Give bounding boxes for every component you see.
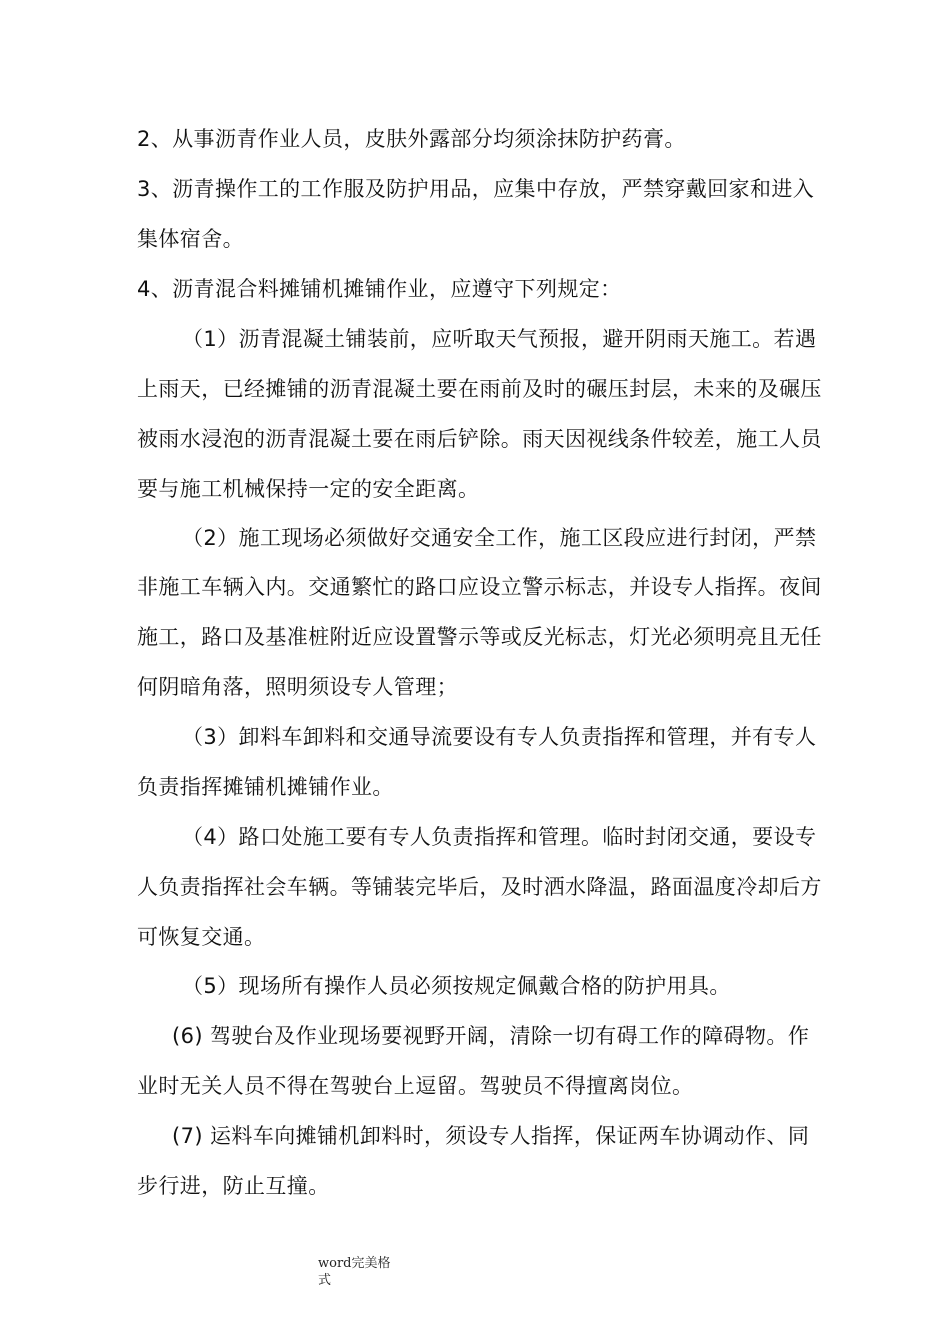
text-line: 被雨水浸泡的沥青混凝土要在雨后铲除。雨天因视线条件较差，施工人员 bbox=[137, 427, 822, 451]
text-line: 4、沥青混合料摊铺机摊铺作业，应遵守下列规定： bbox=[137, 277, 622, 301]
footer-text: 式 bbox=[318, 1273, 332, 1288]
text-line: （4）路口处施工要有专人负责指挥和管理。临时封闭交通，要设专 bbox=[182, 825, 817, 849]
text-line: 集体宿舍。 bbox=[137, 227, 244, 251]
text-line: （1）沥青混凝土铺装前，应听取天气预报，避开阴雨天施工。若遇 bbox=[182, 327, 817, 351]
text-line: 3、沥青操作工的工作服及防护用品，应集中存放，严禁穿戴回家和进入 bbox=[137, 177, 815, 201]
text-line: 何阴暗角落，照明须设专人管理； bbox=[137, 675, 458, 699]
text-line: 要与施工机械保持一定的安全距离。 bbox=[137, 477, 480, 501]
text-line: 负责指挥摊铺机摊铺作业。 bbox=[137, 775, 394, 799]
text-line: (7) 运料车向摊铺机卸料时，须设专人指挥，保证两车协调动作、同 bbox=[172, 1124, 810, 1148]
text-line: 步行进，防止互撞。 bbox=[137, 1174, 330, 1198]
text-line: （2）施工现场必须做好交通安全工作，施工区段应进行封闭，严禁 bbox=[182, 526, 817, 550]
text-line: 人负责指挥社会车辆。等铺装完毕后，及时洒水降温，路面温度冷却后方 bbox=[137, 875, 822, 899]
text-line: 业时无关人员不得在驾驶台上逗留。驾驶员不得擅离岗位。 bbox=[137, 1074, 694, 1098]
text-line: 2、从事沥青作业人员，皮肤外露部分均须涂抹防护药膏。 bbox=[137, 127, 686, 151]
text-line: 施工，路口及基准桩附近应设置警示等或反光标志，灯光必须明亮且无任 bbox=[137, 625, 822, 649]
text-line: 上雨天，已经摊铺的沥青混凝土要在雨前及时的碾压封层，未来的及碾压 bbox=[137, 377, 822, 401]
footer-text: word完美格 bbox=[318, 1256, 391, 1271]
text-line: （5）现场所有操作人员必须按规定佩戴合格的防护用具。 bbox=[182, 974, 731, 998]
text-line: 非施工车辆入内。交通繁忙的路口应设立警示标志，并设专人指挥。夜间 bbox=[137, 575, 822, 599]
text-line: （3）卸料车卸料和交通导流要设有专人负责指挥和管理，并有专人 bbox=[182, 725, 817, 749]
text-line: 可恢复交通。 bbox=[137, 925, 266, 949]
text-line: (6) 驾驶台及作业现场要视野开阔，清除一切有碍工作的障碍物。作 bbox=[172, 1024, 810, 1048]
